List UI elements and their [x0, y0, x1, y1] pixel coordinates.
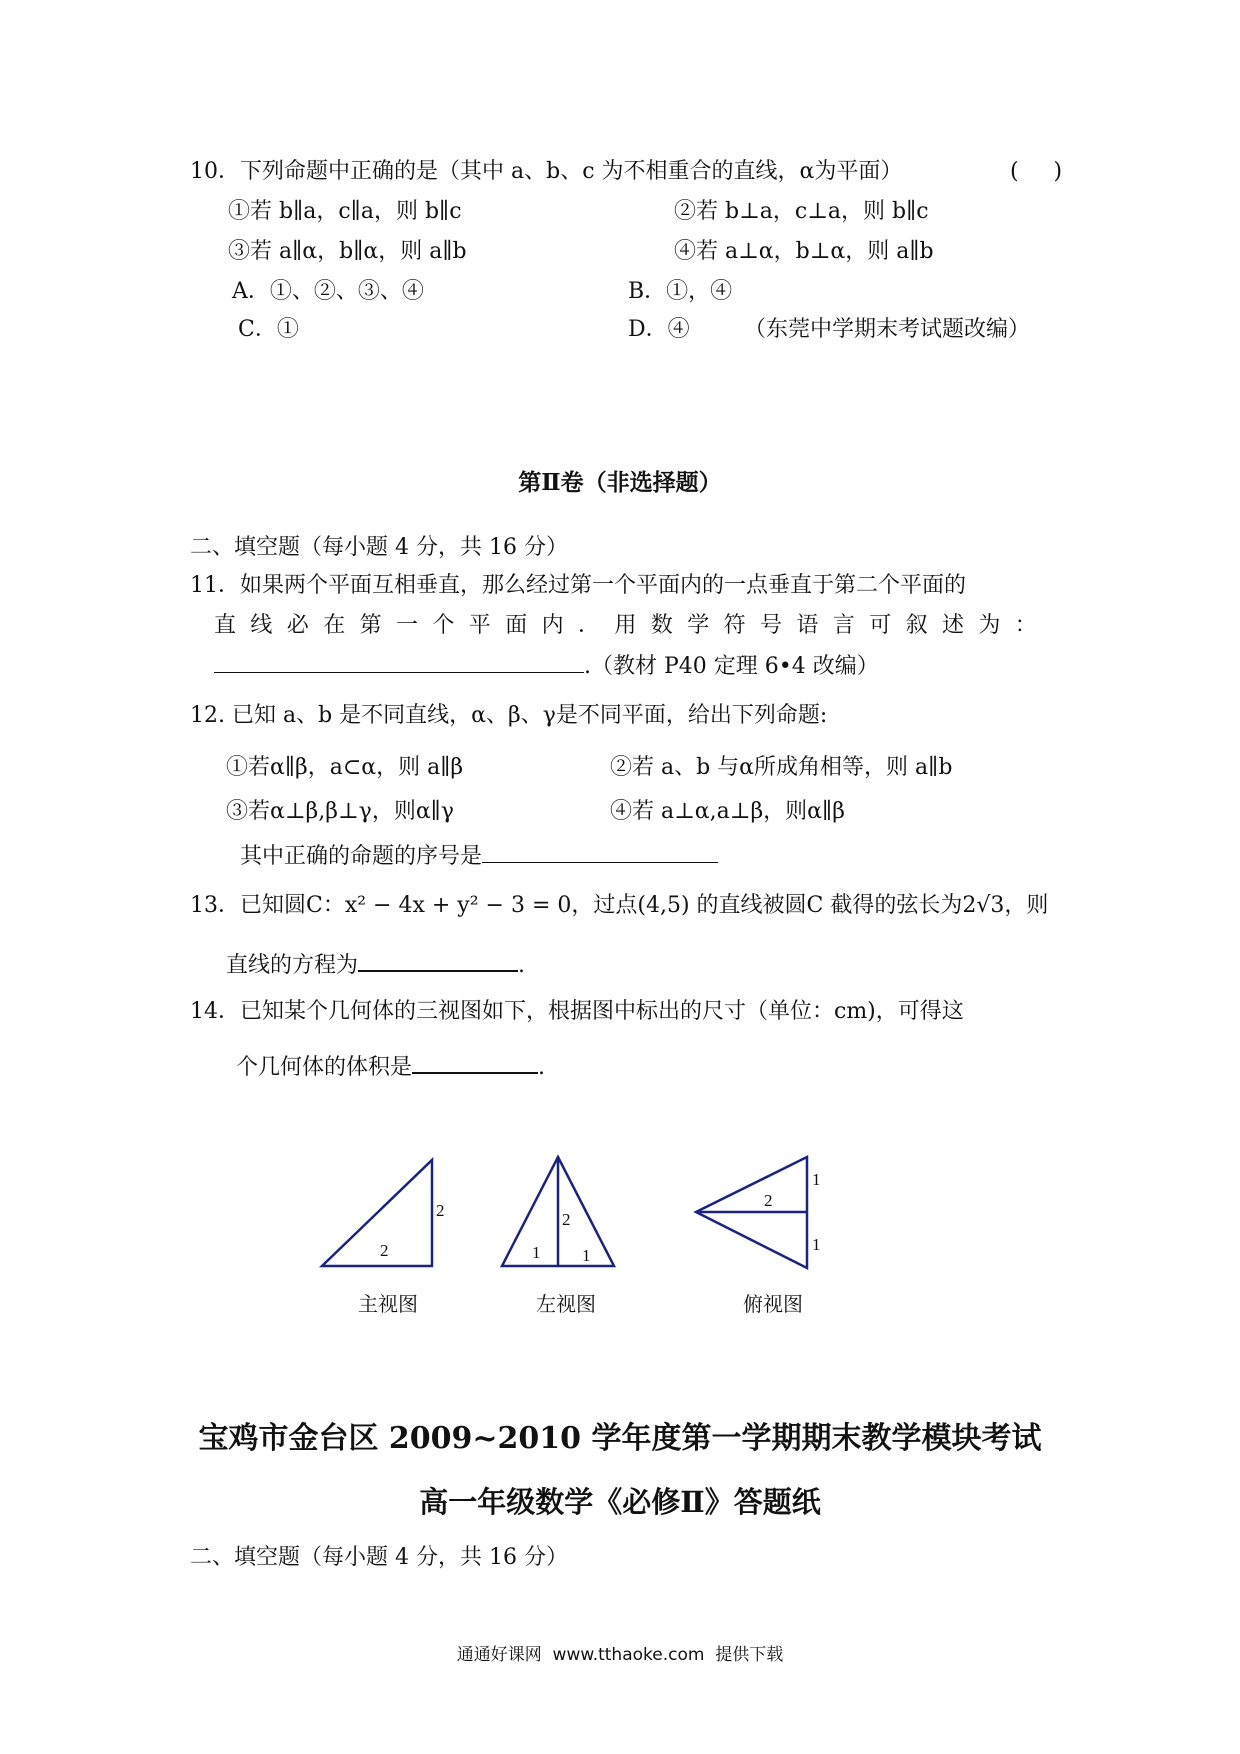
answer-sheet-fill-heading: 二、填空题（每小题 4 分，共 16 分） — [190, 1545, 568, 1570]
left-view-caption: 左视图 — [536, 1292, 596, 1316]
top-view-length-label: 2 — [764, 1191, 773, 1210]
q10-proposition-3: ③若 a∥α，b∥α，则 a∥b — [228, 239, 467, 264]
left-view-left-base-label: 1 — [532, 1243, 541, 1262]
q13-line-2: 直线的方程为 . — [226, 950, 525, 980]
front-view-caption: 主视图 — [358, 1292, 418, 1316]
q10-proposition-4: ④若 a⊥α，b⊥α，则 a∥b — [674, 239, 934, 264]
q10-source-note: （东莞中学期末考试题改编） — [744, 317, 1031, 342]
section-2-heading: 第Ⅱ卷（非选择题） — [518, 469, 722, 496]
left-view-right-base-label: 1 — [582, 1246, 591, 1265]
page-footer: 通通好课网 www.tthaoke.com 提供下载 — [456, 1645, 784, 1665]
q10-answer-paren: ( ) — [1010, 159, 1063, 184]
q10-option-a: A．①、②、③、④ — [232, 279, 424, 304]
q12-proposition-2: ②若 a、b 与α所成角相等，则 a∥b — [610, 755, 953, 780]
top-view-lower-label: 1 — [812, 1235, 821, 1254]
q10-option-b: B．①，④ — [628, 279, 733, 304]
q12-proposition-3: ③若α⊥β,β⊥γ，则α∥γ — [226, 799, 454, 824]
answer-sheet-title: 宝鸡市金台区 2009~2010 学年度第一学期期末教学模块考试 — [198, 1421, 1042, 1456]
q10-proposition-1: ①若 b∥a，c∥a，则 b∥c — [228, 199, 462, 224]
q12-question: 其中正确的命题的序号是 — [240, 842, 718, 871]
top-view-upper-label: 1 — [812, 1170, 821, 1189]
front-view-base-label: 2 — [380, 1241, 389, 1260]
top-view-caption: 俯视图 — [743, 1292, 803, 1316]
q10-option-c: C．① — [238, 317, 299, 342]
q10-stem: 10．下列命题中正确的是（其中 a、b、c 为不相重合的直线，α为平面） — [190, 159, 903, 184]
q12-stem: 12. 已知 a、b 是不同直线，α、β、γ是不同平面，给出下列命题: — [190, 703, 828, 728]
front-view-side-label: 2 — [436, 1201, 445, 1220]
q11-line-2: 直线必在第一个平面内．用数学符号语言可叙述为： — [214, 613, 1052, 638]
q12-proposition-1: ①若α∥β，a⊂α，则 a∥β — [226, 755, 464, 780]
q14-line-1: 14．已知某个几何体的三视图如下，根据图中标出的尺寸（单位：cm)，可得这 — [190, 999, 964, 1024]
q11-line-1: 11．如果两个平面互相垂直，那么经过第一个平面内的一点垂直于第二个平面的 — [190, 573, 966, 598]
q12-proposition-4: ④若 a⊥α,a⊥β，则α∥β — [610, 799, 845, 824]
fill-in-heading: 二、填空题（每小题 4 分，共 16 分） — [190, 535, 568, 560]
q11-source-note: .（教材 P40 定理 6•4 改编） — [584, 654, 879, 679]
front-view-triangle — [322, 1160, 432, 1266]
q10-option-d: D．④ — [628, 317, 690, 342]
left-view-height-label: 2 — [562, 1210, 571, 1229]
answer-sheet-subtitle: 高一年级数学《必修Ⅱ》答题纸 — [419, 1485, 821, 1519]
q13-line-1: 13．已知圆C：x² − 4x + y² − 3 = 0，过点(4,5) 的直线被圆C 截得的弦长为2√3，则 — [190, 893, 1049, 918]
q10-proposition-2: ②若 b⊥a，c⊥a，则 b∥c — [674, 199, 929, 224]
q14-line-2: 个几何体的体积是 . — [236, 1052, 545, 1082]
